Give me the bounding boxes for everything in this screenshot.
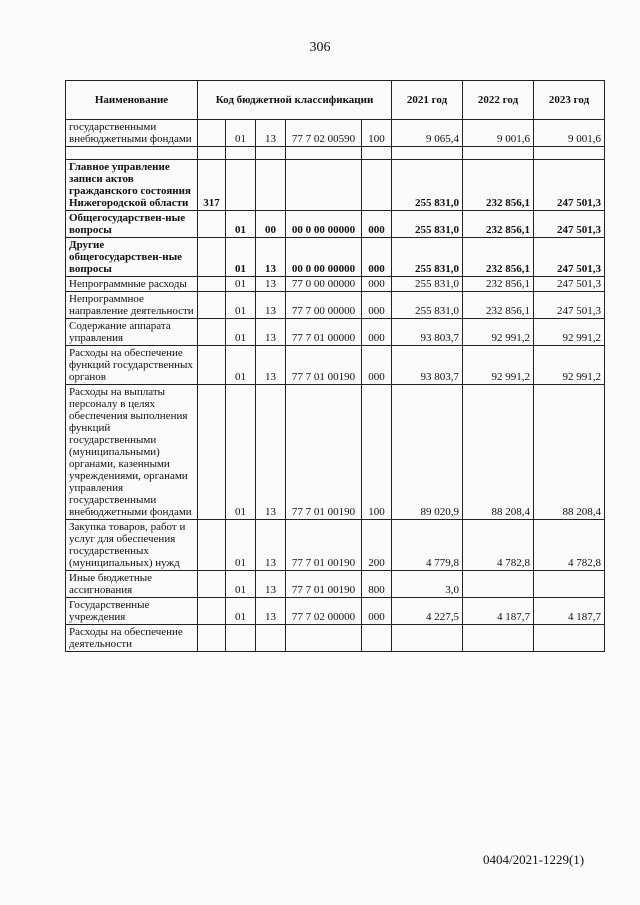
- table-row: [66, 238, 605, 277]
- cell-name: Непрограммное направление деятельности: [66, 292, 198, 319]
- cell-v2021: [392, 625, 463, 652]
- header-2021: 2021 год: [392, 81, 463, 120]
- table-row: [66, 120, 605, 147]
- cell-v2022: 232 856,1: [463, 238, 534, 277]
- cell-v2022: 232 856,1: [463, 211, 534, 238]
- table-spacer-row: [66, 147, 605, 160]
- empty-cell: [66, 147, 198, 160]
- cell-section: 01: [226, 346, 256, 385]
- cell-subsection: 13: [256, 346, 286, 385]
- cell-type: [362, 160, 392, 211]
- header-name: Наименование: [66, 81, 198, 120]
- cell-v2023: 92 991,2: [534, 346, 605, 385]
- cell-section: 01: [226, 238, 256, 277]
- cell-ministry: [198, 292, 226, 319]
- cell-target: 00 0 00 00000: [286, 211, 362, 238]
- cell-subsection: 13: [256, 385, 286, 520]
- cell-v2022: 9 001,6: [463, 120, 534, 147]
- header-2023: 2023 год: [534, 81, 605, 120]
- cell-type: 100: [362, 385, 392, 520]
- table-row: [66, 571, 605, 598]
- cell-subsection: [256, 160, 286, 211]
- cell-ministry: [198, 319, 226, 346]
- table-row: [66, 277, 605, 292]
- cell-name: Содержание аппарата управления: [66, 319, 198, 346]
- cell-v2023: [534, 625, 605, 652]
- empty-cell: [226, 147, 256, 160]
- cell-v2022: 4 782,8: [463, 520, 534, 571]
- cell-type: 000: [362, 277, 392, 292]
- cell-ministry: [198, 598, 226, 625]
- cell-v2022: 232 856,1: [463, 277, 534, 292]
- table-row: [66, 319, 605, 346]
- cell-target: 77 7 02 00000: [286, 598, 362, 625]
- cell-v2023: 4 187,7: [534, 598, 605, 625]
- cell-type: 200: [362, 520, 392, 571]
- cell-v2022: [463, 625, 534, 652]
- cell-section: [226, 160, 256, 211]
- cell-v2021: 4 227,5: [392, 598, 463, 625]
- cell-v2023: 9 001,6: [534, 120, 605, 147]
- cell-target: 77 7 01 00190: [286, 571, 362, 598]
- empty-cell: [534, 147, 605, 160]
- cell-v2021: 3,0: [392, 571, 463, 598]
- header-2022: 2022 год: [463, 81, 534, 120]
- table-row: [66, 625, 605, 652]
- cell-subsection: 13: [256, 520, 286, 571]
- table-row: [66, 520, 605, 571]
- cell-section: 01: [226, 292, 256, 319]
- cell-section: 01: [226, 571, 256, 598]
- cell-target: 77 0 00 00000: [286, 277, 362, 292]
- cell-type: 000: [362, 211, 392, 238]
- cell-type: 000: [362, 238, 392, 277]
- cell-v2023: 247 501,3: [534, 238, 605, 277]
- cell-v2023: 88 208,4: [534, 385, 605, 520]
- cell-type: 000: [362, 346, 392, 385]
- table-row: [66, 211, 605, 238]
- cell-ministry: [198, 120, 226, 147]
- cell-v2022: 4 187,7: [463, 598, 534, 625]
- cell-v2021: 255 831,0: [392, 211, 463, 238]
- cell-subsection: 13: [256, 319, 286, 346]
- table-row: [66, 160, 605, 211]
- cell-target: 00 0 00 00000: [286, 238, 362, 277]
- cell-v2022: 232 856,1: [463, 292, 534, 319]
- cell-v2022: 92 991,2: [463, 319, 534, 346]
- cell-v2022: 92 991,2: [463, 346, 534, 385]
- cell-v2022: 232 856,1: [463, 160, 534, 211]
- cell-type: 000: [362, 598, 392, 625]
- table-body: [66, 120, 605, 652]
- table-row: [66, 598, 605, 625]
- empty-cell: [392, 147, 463, 160]
- cell-name: Государственные учреждения: [66, 598, 198, 625]
- cell-section: 01: [226, 319, 256, 346]
- cell-subsection: 13: [256, 292, 286, 319]
- cell-ministry: [198, 211, 226, 238]
- cell-v2021: 4 779,8: [392, 520, 463, 571]
- cell-v2021: 255 831,0: [392, 160, 463, 211]
- cell-target: 77 7 01 00190: [286, 346, 362, 385]
- cell-name: Общегосударствен-ные вопросы: [66, 211, 198, 238]
- cell-section: 01: [226, 211, 256, 238]
- table-header-row: [66, 81, 605, 120]
- cell-target: 77 7 01 00190: [286, 520, 362, 571]
- cell-section: 01: [226, 598, 256, 625]
- cell-v2021: 255 831,0: [392, 277, 463, 292]
- cell-section: 01: [226, 520, 256, 571]
- cell-target: 77 7 01 00000: [286, 319, 362, 346]
- cell-v2021: 89 020,9: [392, 385, 463, 520]
- cell-type: 000: [362, 319, 392, 346]
- cell-v2021: 255 831,0: [392, 292, 463, 319]
- cell-name: Иные бюджетные ассигнования: [66, 571, 198, 598]
- cell-name: Другие общегосударствен-ные вопросы: [66, 238, 198, 277]
- cell-v2023: 247 501,3: [534, 292, 605, 319]
- cell-name: Расходы на обеспечение деятельности: [66, 625, 198, 652]
- cell-target: 77 7 01 00190: [286, 385, 362, 520]
- cell-v2021: 255 831,0: [392, 238, 463, 277]
- header-code: Код бюджетной классификации: [198, 81, 392, 120]
- empty-cell: [286, 147, 362, 160]
- cell-name: государственными внебюджетными фондами: [66, 120, 198, 147]
- cell-type: 000: [362, 292, 392, 319]
- empty-cell: [463, 147, 534, 160]
- cell-ministry: [198, 520, 226, 571]
- cell-name: Расходы на выплаты персоналу в целях обеспечения выполнения функций государственными (муниципальными) органами, казенными учреждениями, органами управления государственными внебюджетными фондами: [66, 385, 198, 520]
- cell-ministry: [198, 571, 226, 598]
- document-code: 0404/2021-1229(1): [483, 852, 585, 867]
- cell-ministry: [198, 625, 226, 652]
- cell-ministry: [198, 238, 226, 277]
- cell-v2021: 93 803,7: [392, 346, 463, 385]
- cell-v2023: 247 501,3: [534, 160, 605, 211]
- empty-cell: [198, 147, 226, 160]
- table-row: [66, 385, 605, 520]
- cell-name: Закупка товаров, работ и услуг для обеспечения государственных (муниципальных) нужд: [66, 520, 198, 571]
- cell-name: Главное управление записи актов гражданского состояния Нижегородской области: [66, 160, 198, 211]
- cell-name: Непрограммные расходы: [66, 277, 198, 292]
- cell-section: 01: [226, 120, 256, 147]
- cell-section: 01: [226, 277, 256, 292]
- cell-type: 100: [362, 120, 392, 147]
- cell-v2023: 92 991,2: [534, 319, 605, 346]
- cell-v2022: 88 208,4: [463, 385, 534, 520]
- page-number: 306: [309, 40, 331, 55]
- cell-ministry: [198, 277, 226, 292]
- cell-type: 800: [362, 571, 392, 598]
- cell-v2023: 4 782,8: [534, 520, 605, 571]
- cell-subsection: 13: [256, 598, 286, 625]
- cell-subsection: 13: [256, 571, 286, 598]
- cell-v2023: 247 501,3: [534, 211, 605, 238]
- cell-ministry: [198, 385, 226, 520]
- budget-table: [65, 80, 605, 652]
- empty-cell: [256, 147, 286, 160]
- cell-v2021: 93 803,7: [392, 319, 463, 346]
- cell-target: [286, 160, 362, 211]
- table-row: [66, 346, 605, 385]
- cell-section: [226, 625, 256, 652]
- cell-name: Расходы на обеспечение функций государственных органов: [66, 346, 198, 385]
- cell-subsection: 13: [256, 238, 286, 277]
- table-row: [66, 292, 605, 319]
- empty-cell: [362, 147, 392, 160]
- cell-v2022: [463, 571, 534, 598]
- cell-subsection: 13: [256, 277, 286, 292]
- cell-v2023: 247 501,3: [534, 277, 605, 292]
- cell-type: [362, 625, 392, 652]
- cell-target: [286, 625, 362, 652]
- cell-ministry: [198, 346, 226, 385]
- cell-subsection: 00: [256, 211, 286, 238]
- cell-target: 77 7 00 00000: [286, 292, 362, 319]
- cell-target: 77 7 02 00590: [286, 120, 362, 147]
- cell-ministry: 317: [198, 160, 226, 211]
- cell-section: 01: [226, 385, 256, 520]
- cell-v2023: [534, 571, 605, 598]
- cell-subsection: 13: [256, 120, 286, 147]
- cell-subsection: [256, 625, 286, 652]
- cell-v2021: 9 065,4: [392, 120, 463, 147]
